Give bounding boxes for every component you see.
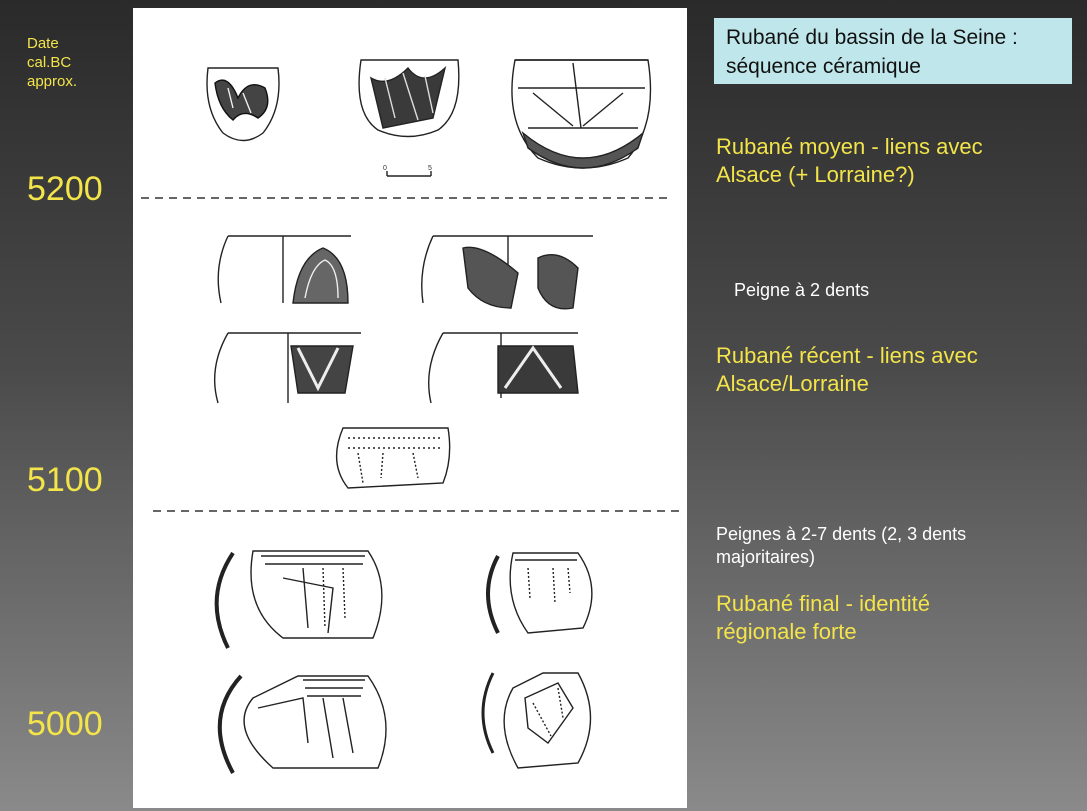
year-5000-label: 5000 xyxy=(27,705,103,743)
year-5100-label: 5100 xyxy=(27,461,103,499)
vessel-drawing xyxy=(422,236,593,309)
vessel-drawing xyxy=(207,68,279,141)
vessel-drawing xyxy=(217,551,382,648)
date-header-line1: Date xyxy=(27,35,59,52)
date-header-line2: cal.BC xyxy=(27,54,72,71)
phase-final-line2: régionale forte xyxy=(716,619,857,644)
phase-recent-line1: Rubané récent - liens avec xyxy=(716,343,978,368)
vessel-drawing xyxy=(220,676,386,773)
phase-moyen-line2: Alsace (+ Lorraine?) xyxy=(716,162,915,187)
date-header-line3: approx. xyxy=(27,73,78,90)
note-peignes-2-7-dents xyxy=(716,523,966,569)
slide-title-box xyxy=(714,18,1072,84)
vessel-drawing xyxy=(488,553,592,633)
scale-five: 5 xyxy=(428,165,432,172)
note-peigne2-text: Peigne à 2 dents xyxy=(734,280,870,300)
note-peignes27-line1: Peignes à 2-7 dents (2, 3 dents xyxy=(716,524,967,544)
vessel-drawing xyxy=(337,428,450,488)
year-5200-label: 5200 xyxy=(27,170,103,208)
pottery-drawings xyxy=(133,8,687,808)
phase-rubane-moyen xyxy=(716,133,983,189)
vessel-drawing xyxy=(429,333,578,403)
note-peigne-2-dents xyxy=(734,279,869,302)
note-peignes27-line2: majoritaires) xyxy=(716,547,816,567)
vessel-drawing xyxy=(218,236,351,303)
phase-rubane-final xyxy=(716,590,930,646)
vessel-drawing xyxy=(483,673,591,768)
scale-bar xyxy=(387,171,431,176)
phase-rubane-recent xyxy=(716,342,978,398)
scale-zero: 0 xyxy=(383,165,387,172)
phase-moyen-line1: Rubané moyen - liens avec xyxy=(716,134,983,159)
phase-final-line1: Rubané final - identité xyxy=(716,591,931,616)
pottery-figure-panel xyxy=(133,8,687,808)
slide-title-line2: séquence céramique xyxy=(726,55,921,78)
vessel-drawing xyxy=(512,60,651,168)
date-column-header xyxy=(27,34,117,91)
slide-title-line1: Rubané du bassin de la Seine : xyxy=(726,26,1018,49)
vessel-drawing xyxy=(359,60,459,137)
phase-recent-line2: Alsace/Lorraine xyxy=(716,371,869,396)
vessel-drawing xyxy=(215,333,361,403)
